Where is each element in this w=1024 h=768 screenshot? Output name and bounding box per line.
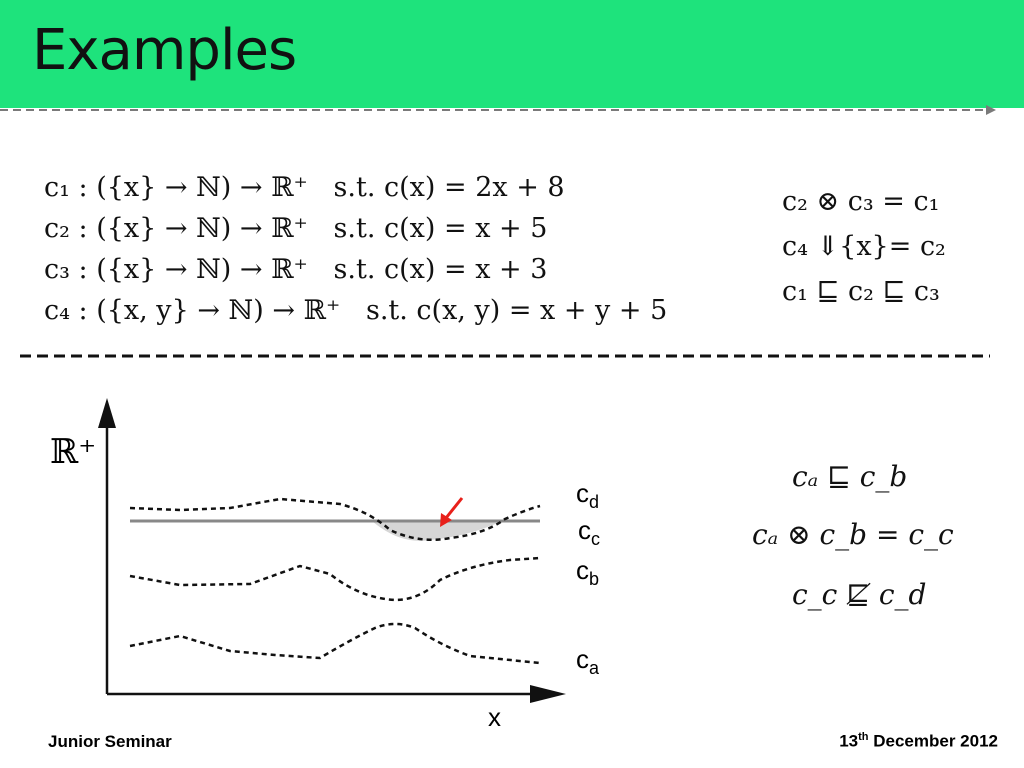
relation-cc-not-below-cd: c_c ⋢ c_d bbox=[792, 578, 927, 611]
y-axis-arrowhead bbox=[98, 398, 116, 428]
definition-c4: c₄ : ({x, y} → ℕ) → ℝ⁺ s.t. c(x, y) = x + y + 5 bbox=[44, 295, 668, 326]
relation-ca-below-cb: cₐ ⊑ c_b bbox=[792, 460, 908, 493]
x-axis-arrowhead bbox=[530, 685, 566, 703]
relation-ordering: c₁ ⊑ c₂ ⊑ c₃ bbox=[782, 276, 940, 307]
curve-label-c: $c_c$ bbox=[578, 515, 600, 550]
curve-label-d: $c_d$ bbox=[576, 478, 600, 513]
definition-c1: c₁ : ({x} → ℕ) → ℝ⁺ s.t. c(x) = 2x + 8 bbox=[44, 172, 565, 203]
curve-b bbox=[130, 558, 540, 600]
definition-c2: c₂ : ({x} → ℕ) → ℝ⁺ s.t. c(x) = x + 5 bbox=[44, 213, 548, 244]
definition-c3: c₃ : ({x} → ℕ) → ℝ⁺ s.t. c(x) = x + 3 bbox=[44, 254, 548, 285]
curve-label-b: $c_b$ bbox=[576, 555, 600, 590]
highlight-arrow-shaft bbox=[446, 498, 462, 518]
footer-event: Junior Seminar bbox=[48, 732, 172, 751]
curve-a bbox=[130, 624, 540, 663]
relation-combination: c₂ ⊗ c₃ = c₁ bbox=[782, 186, 940, 217]
relation-ca-times-cb: cₐ ⊗ c_b = c_c bbox=[752, 518, 954, 551]
curve-d bbox=[130, 499, 540, 540]
curve-label-a: $c_a$ bbox=[576, 644, 600, 679]
relation-marginalization: c₄ ⇓{x}= c₂ bbox=[782, 231, 946, 262]
x-axis-label: x bbox=[488, 702, 501, 732]
slide-title: Examples bbox=[32, 18, 297, 83]
y-axis-label: ℝ⁺ bbox=[50, 432, 97, 472]
footer-date: 13th December 2012 bbox=[839, 731, 998, 751]
